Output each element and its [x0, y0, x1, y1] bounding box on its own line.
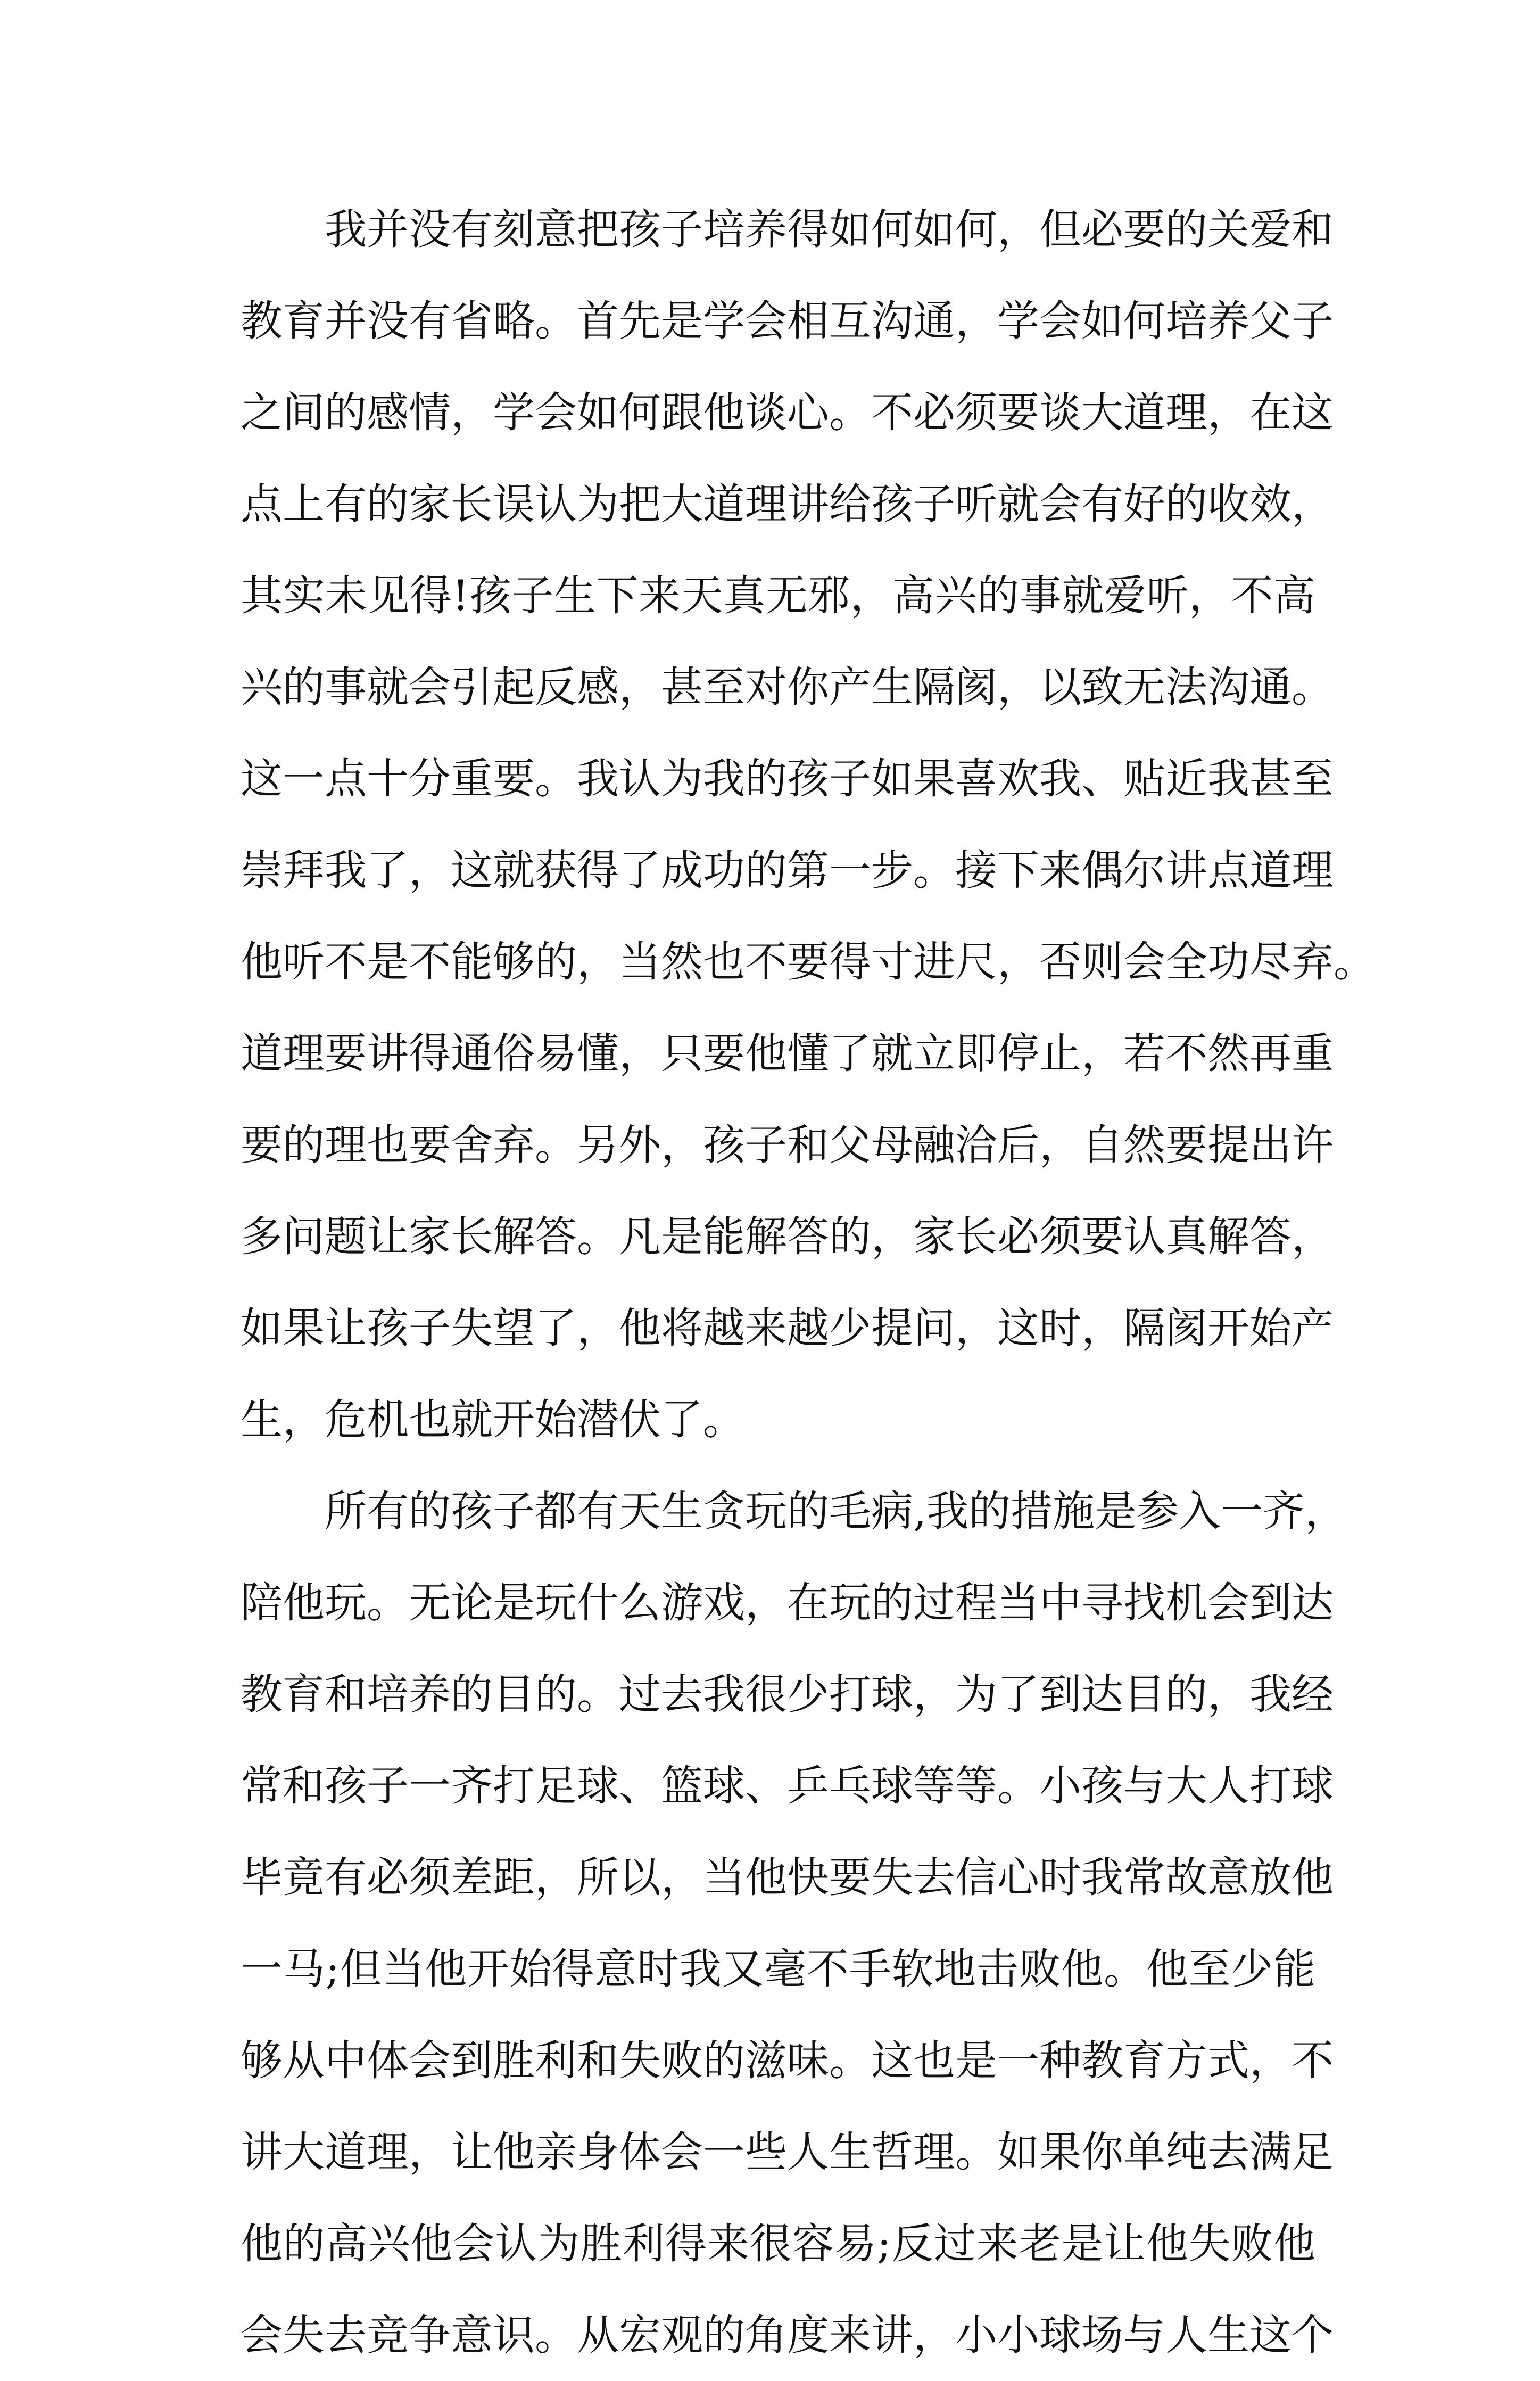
text-line: 一马;但当他开始得意时我又毫不手软地击败他。他至少能 [241, 1945, 1315, 1993]
text-line: 教育并没有省略。首先是学会相互沟通，学会如何培养父子 [241, 296, 1334, 345]
text-line: 要的理也要舍弃。另外，孩子和父母融洽后，自然要提出许 [241, 1121, 1334, 1169]
text-line: 会失去竞争意识。从宏观的角度来讲，小小球场与人生这个 [241, 2311, 1334, 2360]
text-line: 他听不是不能够的，当然也不要得寸进尺，否则会全功尽弃。 [241, 937, 1376, 986]
text-line: 兴的事就会引起反感，甚至对你产生隔阂，以致无法沟通。 [241, 663, 1334, 712]
text-line: 我并没有刻意把孩子培养得如何如何，但必要的关爱和 [325, 205, 1334, 254]
paragraph-1 [241, 184, 1376, 1465]
text-line: 陪他玩。无论是玩什么游戏，在玩的过程当中寻找机会到达 [241, 1578, 1334, 1627]
text-line: 这一点十分重要。我认为我的孩子如果喜欢我、贴近我甚至 [241, 754, 1334, 803]
text-line: 多问题让家长解答。凡是能解答的，家长必须要认真解答， [241, 1212, 1334, 1261]
text-line: 道理要讲得通俗易懂，只要他懂了就立即停止，若不然再重 [241, 1029, 1334, 1078]
text-line: 毕竟有必须差距，所以，当他快要失去信心时我常故意放他 [241, 1853, 1334, 1902]
text-line: 够从中体会到胜利和失败的滋味。这也是一种教育方式，不 [241, 2036, 1334, 2085]
text-line: 如果让孩子失望了，他将越来越少提问，这时，隔阂开始产 [241, 1304, 1334, 1353]
text-line: 常和孩子一齐打足球、篮球、乒乓球等等。小孩与大人打球 [241, 1761, 1334, 1810]
text-line: 生，危机也就开始潜伏了。 [241, 1395, 745, 1444]
paragraph-2 [241, 1465, 1347, 2381]
text-line: 他的高兴他会认为胜利得来很容易;反过来老是让他失败他 [241, 2219, 1315, 2268]
document-body [241, 184, 1376, 2381]
text-line: 讲大道理，让他亲身体会一些人生哲理。如果你单纯去满足 [241, 2128, 1334, 2177]
text-line: 点上有的家长误认为把大道理讲给孩子听就会有好的收效， [241, 480, 1334, 529]
text-line: 教育和培养的目的。过去我很少打球，为了到达目的，我经 [241, 1670, 1334, 1719]
text-line: 之间的感情，学会如何跟他谈心。不必须要谈大道理，在这 [241, 388, 1334, 437]
text-line: 所有的孩子都有天生贪玩的毛病,我的措施是参入一齐， [325, 1487, 1347, 1536]
text-line: 崇拜我了，这就获得了成功的第一步。接下来偶尔讲点道理 [241, 846, 1334, 895]
text-line: 其实未见得!孩子生下来天真无邪，高兴的事就爱听，不高 [241, 571, 1315, 620]
